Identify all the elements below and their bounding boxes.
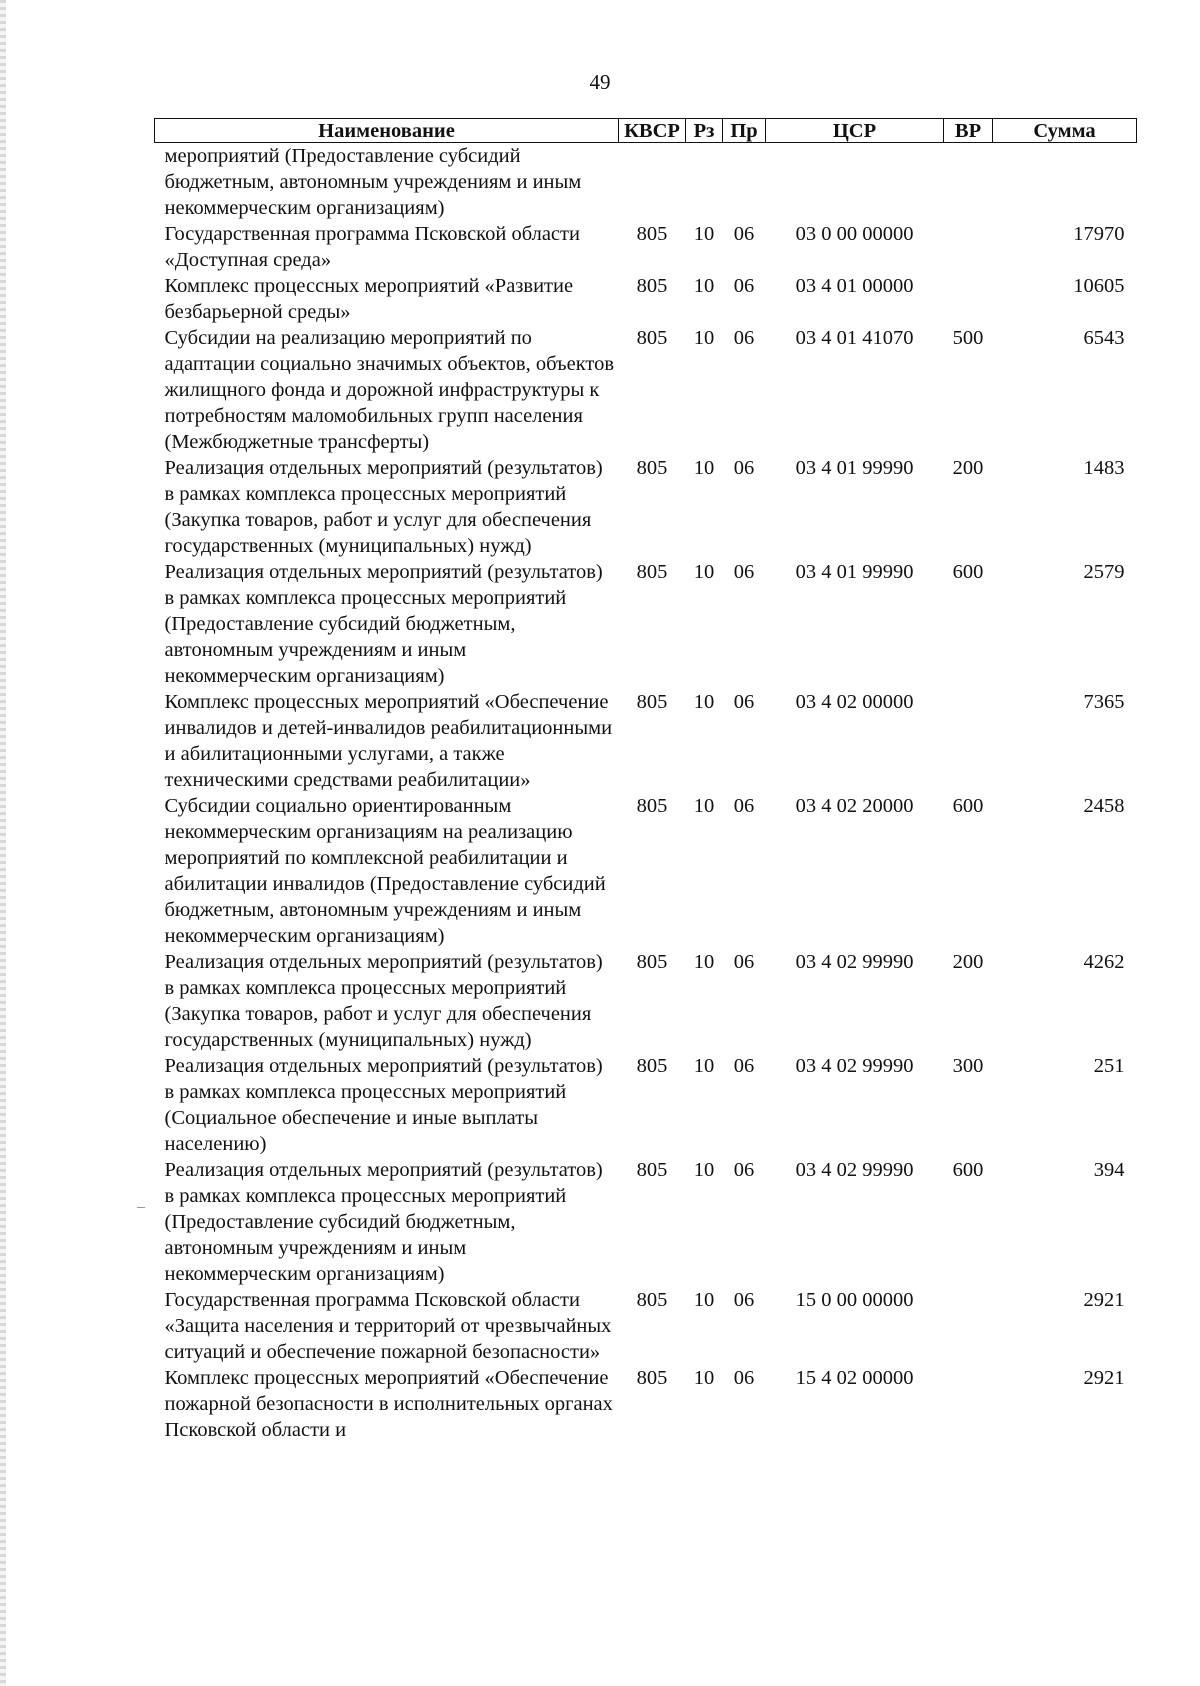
scan-edge [0, 0, 6, 1686]
row-kvsr: 805 [636, 561, 668, 583]
table-row [155, 455, 1137, 559]
row-sum: 2579 [1083, 561, 1125, 583]
header-vr: ВР [944, 119, 993, 143]
row-kvsr: 805 [636, 223, 668, 245]
row-vr: 600 [952, 795, 984, 817]
row-kvsr: 805 [636, 1289, 668, 1311]
row-csr: 15 0 00 00000 [795, 1289, 914, 1311]
row-pr: 06 [733, 327, 755, 349]
row-csr: 03 4 01 99990 [795, 457, 914, 479]
row-pr: 06 [733, 275, 755, 297]
row-name: Комплекс процессных мероприятий «Развитие безбарьерной среды» [164, 275, 574, 323]
row-vr: 200 [952, 951, 984, 973]
row-rz: 10 [693, 691, 715, 713]
row-sum: 1483 [1083, 457, 1125, 479]
page-number: 49 [589, 70, 611, 94]
row-kvsr: 805 [636, 1055, 668, 1077]
row-vr: 200 [952, 457, 984, 479]
row-csr: 03 4 02 99990 [795, 951, 914, 973]
header-rz: Рз [686, 119, 723, 143]
row-pr: 06 [733, 561, 755, 583]
row-vr [944, 1287, 993, 1365]
row-pr: 06 [733, 691, 755, 713]
row-kvsr: 805 [636, 275, 668, 297]
table-row [155, 949, 1137, 1053]
row-rz: 10 [693, 951, 715, 973]
row-csr: 03 4 02 00000 [795, 691, 914, 713]
row-csr: 03 4 01 41070 [795, 327, 914, 349]
table-row [155, 1365, 1137, 1443]
row-kvsr: 805 [636, 1159, 668, 1181]
row-name: Реализация отдельных мероприятий (результатов) в рамках комплекса процессных мероприятий (Социальное обеспечение и иные выплаты населению) [164, 1055, 603, 1155]
row-rz: 10 [693, 457, 715, 479]
row-pr [723, 143, 766, 222]
header-row [155, 119, 1137, 143]
row-name: Реализация отдельных мероприятий (результатов) в рамках комплекса процессных мероприятий (Закупка товаров, работ и услуг для обеспечения государственных (муниципальных) нужд) [164, 457, 603, 557]
row-kvsr: 805 [636, 457, 668, 479]
table-row [155, 1053, 1137, 1157]
row-csr: 03 4 01 99990 [795, 561, 914, 583]
row-vr: 300 [952, 1055, 984, 1077]
row-vr [944, 143, 993, 222]
row-rz: 10 [693, 1289, 715, 1311]
row-name: Комплекс процессных мероприятий «Обеспечение пожарной безопасности в исполнительных органах Псковской области и [164, 1367, 613, 1441]
row-rz: 10 [693, 561, 715, 583]
row-name: мероприятий (Предоставление субсидий бюджетным, автономным учреждениям и иным некоммерческим организациям) [164, 145, 582, 219]
row-csr: 03 4 02 20000 [795, 795, 914, 817]
row-rz: 10 [693, 1367, 715, 1389]
row-kvsr: 805 [636, 795, 668, 817]
row-rz: 10 [693, 1055, 715, 1077]
row-csr: 03 0 00 00000 [795, 223, 914, 245]
row-name: Субсидии на реализацию мероприятий по адаптации социально значимых объектов, объектов жилищного фонда и дорожной инфраструктуры к потребностям маломобильных групп населения (Межбюджетные трансферты) [164, 327, 615, 453]
table-row [155, 273, 1137, 325]
header-name: Наименование [155, 119, 619, 143]
table-row [155, 1287, 1137, 1365]
row-pr: 06 [733, 1055, 755, 1077]
row-kvsr: 805 [636, 951, 668, 973]
row-sum: 251 [1093, 1055, 1125, 1077]
row-sum: 6543 [1083, 327, 1125, 349]
header-pr: Пр [723, 119, 766, 143]
row-csr: 15 4 02 00000 [795, 1367, 914, 1389]
row-vr: 600 [952, 1159, 984, 1181]
row-rz: 10 [693, 327, 715, 349]
table-row [155, 793, 1137, 949]
row-vr: 600 [952, 561, 984, 583]
row-pr: 06 [733, 1289, 755, 1311]
row-kvsr: 805 [636, 327, 668, 349]
row-pr: 06 [733, 795, 755, 817]
table-row [155, 689, 1137, 793]
row-kvsr [619, 143, 686, 222]
table-row [155, 143, 1137, 222]
header-sum: Сумма [993, 119, 1137, 143]
row-vr [944, 689, 993, 793]
budget-table [154, 118, 1137, 1443]
row-sum: 7365 [1083, 691, 1125, 713]
row-vr [944, 273, 993, 325]
row-sum: 4262 [1083, 951, 1125, 973]
row-sum: 394 [1093, 1159, 1125, 1181]
row-name: Государственная программа Псковской области «Защита населения и территорий от чрезвычайных ситуаций и обеспечение пожарной безопасности» [164, 1289, 612, 1363]
row-pr: 06 [733, 223, 755, 245]
row-sum: 2921 [1083, 1289, 1125, 1311]
row-vr: 500 [952, 327, 984, 349]
row-csr: 03 4 02 99990 [795, 1055, 914, 1077]
row-pr: 06 [733, 951, 755, 973]
row-sum [993, 143, 1137, 222]
row-pr: 06 [733, 1367, 755, 1389]
row-name: Государственная программа Псковской области «Доступная среда» [164, 223, 580, 271]
row-rz: 10 [693, 275, 715, 297]
row-sum: 17970 [1073, 223, 1125, 245]
row-sum: 2458 [1083, 795, 1125, 817]
scan-artifact [137, 1207, 145, 1208]
header-kvsr: КВСР [619, 119, 686, 143]
table-row [155, 325, 1137, 455]
row-sum: 2921 [1083, 1367, 1125, 1389]
row-csr: 03 4 02 99990 [795, 1159, 914, 1181]
row-kvsr: 805 [636, 691, 668, 713]
row-pr: 06 [733, 1159, 755, 1181]
row-name: Реализация отдельных мероприятий (результатов) в рамках комплекса процессных мероприятий (Предоставление субсидий бюджетным, автономным учреждениям и иным некоммерческим организациям) [164, 561, 603, 687]
row-name: Комплекс процессных мероприятий «Обеспечение инвалидов и детей-инвалидов реабилитационными и абилитационными услугами, а также техническими средствами реабилитации» [164, 691, 613, 791]
row-rz: 10 [693, 795, 715, 817]
row-rz: 10 [693, 1159, 715, 1181]
row-kvsr: 805 [636, 1367, 668, 1389]
row-rz: 10 [693, 223, 715, 245]
row-csr [766, 143, 944, 222]
table-row [155, 559, 1137, 689]
row-vr [944, 1365, 993, 1443]
row-vr [944, 221, 993, 273]
row-pr: 06 [733, 457, 755, 479]
header-csr: ЦСР [766, 119, 944, 143]
row-rz [686, 143, 723, 222]
table-row [155, 1157, 1137, 1287]
row-name: Субсидии социально ориентированным некоммерческим организациям на реализацию мероприятий по комплексной реабилитации и абилитации инвалидов (Предоставление субсидий бюджетным, автономным учреждениям и иным некоммерческим организациям) [164, 795, 606, 947]
table-row [155, 221, 1137, 273]
row-name: Реализация отдельных мероприятий (результатов) в рамках комплекса процессных мероприятий (Предоставление субсидий бюджетным, автономным учреждениям и иным некоммерческим организациям) [164, 1159, 603, 1285]
row-sum: 10605 [1073, 275, 1125, 297]
row-csr: 03 4 01 00000 [795, 275, 914, 297]
row-name: Реализация отдельных мероприятий (результатов) в рамках комплекса процессных мероприятий (Закупка товаров, работ и услуг для обеспечения государственных (муниципальных) нужд) [164, 951, 603, 1051]
